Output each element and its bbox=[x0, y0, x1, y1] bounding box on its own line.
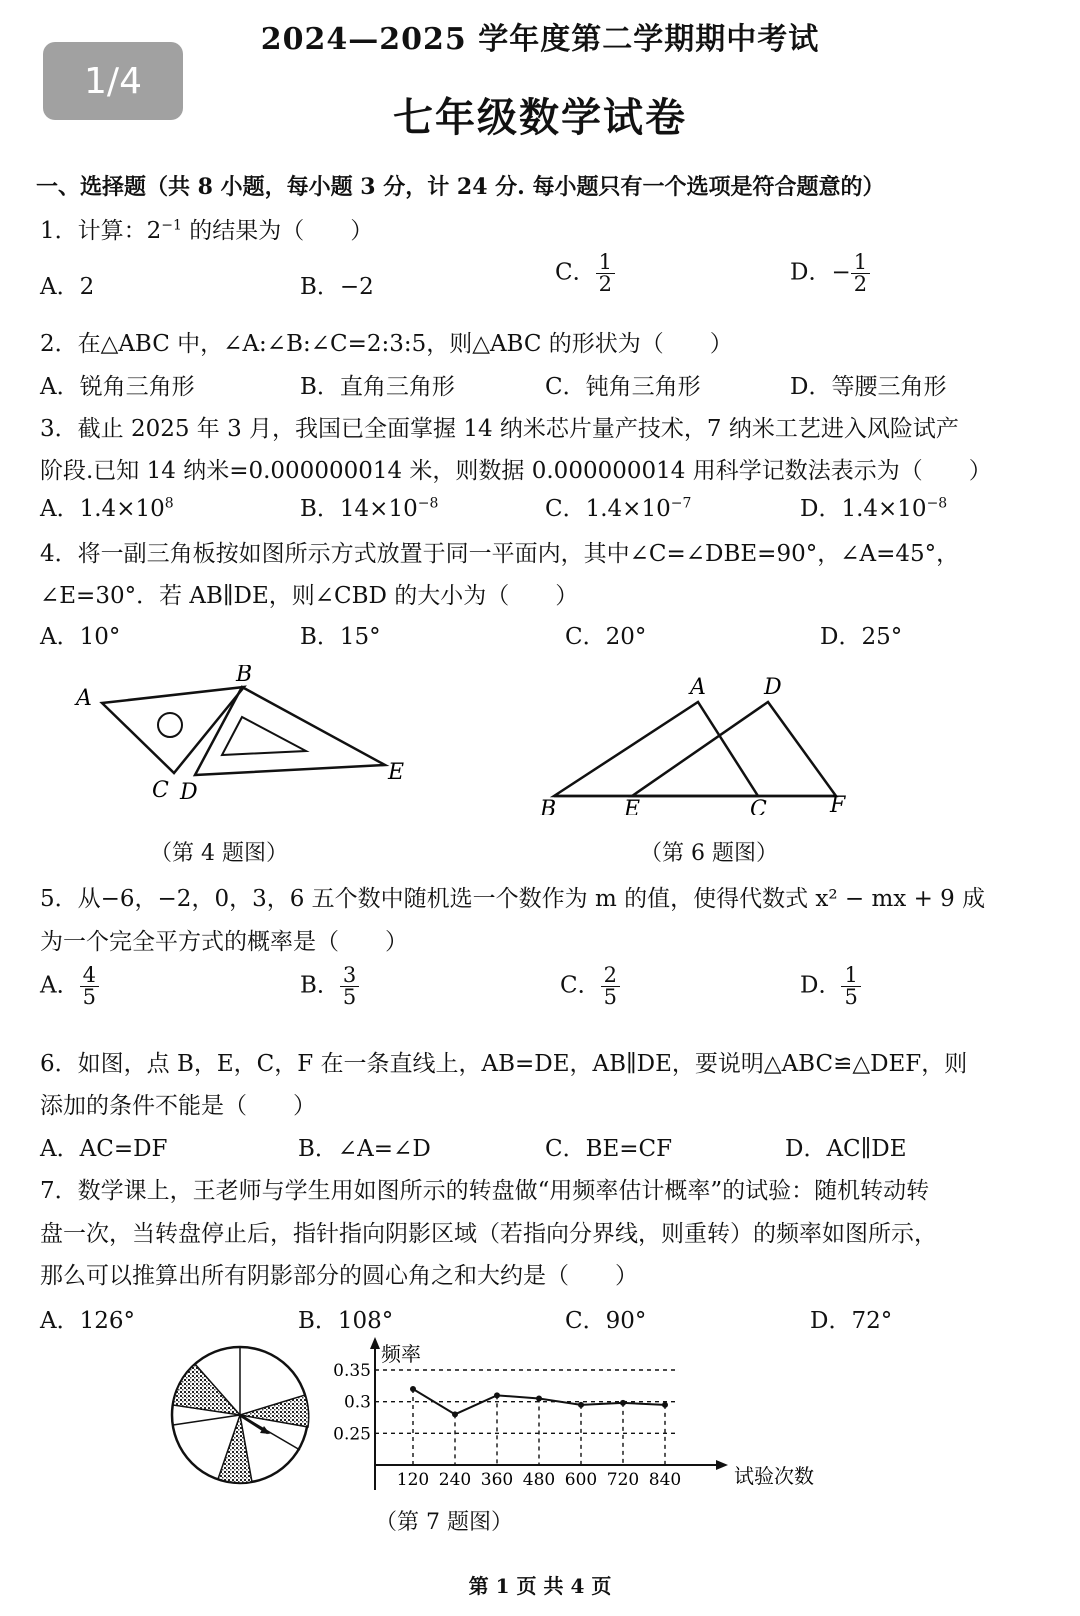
data-point bbox=[536, 1396, 542, 1402]
q6-option-d: D．AC∥DE bbox=[785, 1136, 907, 1162]
fig4-label-e: E bbox=[388, 760, 405, 785]
fig4-label-d: D bbox=[180, 780, 198, 805]
page-footer: 第 1 页 共 4 页 bbox=[468, 1574, 612, 1598]
data-point bbox=[578, 1402, 584, 1408]
q6-option-a: A．AC=DF bbox=[40, 1136, 168, 1162]
q7-option-b: B．108° bbox=[298, 1308, 394, 1334]
question-4-stem-line1: 4．将一副三角板按如图所示方式放置于同一平面内，其中∠C=∠DBE=90°，∠A=45°， bbox=[40, 541, 960, 567]
question-2-stem: 2．在△ABC 中，∠A:∠B:∠C=2:3:5，则△ABC 的形状为（ ） bbox=[40, 331, 733, 357]
fig6-label-b: B bbox=[540, 797, 557, 815]
grid-layer bbox=[375, 1370, 679, 1465]
q4-option-d: D．25° bbox=[820, 624, 903, 650]
q7-option-d: D．72° bbox=[810, 1308, 893, 1334]
page-indicator-badge: 1/4 bbox=[43, 42, 183, 120]
x-axis-arrow-icon bbox=[716, 1460, 728, 1470]
data-point bbox=[410, 1386, 416, 1392]
q6-option-b: B．∠A=∠D bbox=[298, 1136, 431, 1162]
frequency-line-chart bbox=[330, 1335, 820, 1500]
figure-4-caption: （第 4 题图） bbox=[150, 841, 288, 866]
q7-option-c: C．90° bbox=[565, 1308, 647, 1334]
question-5-stem-line2: 为一个完全平方式的概率是（ ） bbox=[40, 929, 408, 955]
q3-option-d: D．$1.4\times 10^{-8}$ bbox=[800, 495, 948, 522]
q4-option-b: B．15° bbox=[300, 624, 381, 650]
q6-option-c: C．BE=CF bbox=[545, 1136, 673, 1162]
figure-7-caption: （第 7 题图） bbox=[375, 1510, 513, 1535]
q5-option-a: A． $\frac{4}{5}$ bbox=[40, 965, 99, 1008]
triangle-hole-circle bbox=[158, 713, 182, 737]
y-axis-arrow-icon bbox=[370, 1337, 380, 1349]
fig4-label-a: A bbox=[76, 686, 92, 711]
x-tick-label: 480 bbox=[522, 1470, 556, 1490]
fig4-label-c: C bbox=[152, 778, 169, 803]
x-tick-label: 120 bbox=[396, 1470, 430, 1490]
triangle-inner-cutout bbox=[222, 717, 306, 755]
fig6-label-e: E bbox=[624, 797, 641, 815]
exam-title: 2024—2025 学年度第二学期期中考试 bbox=[260, 22, 820, 57]
q2-option-a: A．锐角三角形 bbox=[40, 374, 195, 400]
section-heading: 一、选择题（共 8 小题，每小题 3 分，计 24 分. 每小题只有一个选项是符合题意的） bbox=[36, 174, 885, 200]
data-point bbox=[452, 1411, 458, 1417]
question-1-stem: 1．计算：$2^{-1}$ 的结果为（ ） bbox=[40, 217, 374, 244]
question-6-stem-line2: 添加的条件不能是（ ） bbox=[40, 1093, 316, 1119]
x-tick-label: 360 bbox=[480, 1470, 514, 1490]
data-point bbox=[494, 1392, 500, 1398]
fig6-label-d: D bbox=[764, 675, 782, 700]
figure-4-diagram bbox=[60, 665, 420, 805]
x-tick-label: 240 bbox=[438, 1470, 472, 1490]
q3-option-a: A．$1.4\times 10^8$ bbox=[40, 495, 174, 522]
x-tick-label: 840 bbox=[648, 1470, 682, 1490]
q1-option-d: D．− $\frac{1}{2}$ bbox=[790, 252, 870, 295]
question-5-stem-line1: 5．从−6，−2，0，3，6 五个数中随机选一个数作为 m 的值，使得代数式 x² − mx + 9 成 bbox=[40, 886, 986, 912]
q1-option-b: B．−2 bbox=[300, 274, 374, 300]
fig6-label-c: C bbox=[750, 797, 767, 815]
exam-subtitle: 七年级数学试卷 bbox=[393, 94, 687, 141]
q2-option-d: D．等腰三角形 bbox=[790, 374, 947, 400]
question-7-stem-line1: 7．数学课上，王老师与学生用如图所示的转盘做“用频率估计概率”的试验：随机转动转 bbox=[40, 1178, 930, 1204]
q4-option-a: A．10° bbox=[40, 624, 121, 650]
q1-option-a: A．2 bbox=[40, 274, 95, 300]
fig4-label-b: B bbox=[236, 665, 253, 687]
q3-option-b: B．$14\times 10^{-8}$ bbox=[300, 495, 439, 522]
fig6-label-f: F bbox=[830, 793, 846, 815]
y-tick-label: 0.3 bbox=[343, 1392, 371, 1413]
spinner-wheel bbox=[160, 1335, 320, 1495]
question-6-stem-line1: 6．如图，点 B，E，C，F 在一条直线上，AB=DE，AB∥DE，要说明△ABC≌△DEF，则 bbox=[40, 1051, 968, 1077]
q5-option-b: B． $\frac{3}{5}$ bbox=[300, 965, 359, 1008]
x-tick-label: 600 bbox=[564, 1470, 598, 1490]
triangle-abc bbox=[554, 702, 758, 796]
y-tick-label: 0.25 bbox=[333, 1424, 371, 1445]
q2-option-b: B．直角三角形 bbox=[300, 374, 455, 400]
question-4-stem-line2: ∠E=30°．若 AB∥DE，则∠CBD 的大小为（ ） bbox=[40, 583, 579, 609]
y-axis-label: 频率 bbox=[381, 1342, 421, 1366]
triangle-def bbox=[632, 702, 836, 796]
question-3-stem-line1: 3．截止 2025 年 3 月，我国已全面掌握 14 纳米芯片量产技术，7 纳米工艺进入风险试产 bbox=[40, 416, 959, 442]
triangle-45-45 bbox=[102, 687, 244, 773]
data-point bbox=[662, 1402, 668, 1408]
question-3-stem-line2: 阶段.已知 14 纳米=0.000000014 米，则数据 0.000000014 用科学记数法表示为（ ） bbox=[40, 458, 992, 484]
data-point bbox=[620, 1400, 626, 1406]
figure-6-diagram bbox=[540, 670, 860, 815]
q5-option-c: C． $\frac{2}{5}$ bbox=[560, 965, 620, 1008]
q4-option-c: C．20° bbox=[565, 624, 647, 650]
q3-option-c: C．$1.4\times 10^{-7}$ bbox=[545, 495, 692, 522]
y-tick-labels bbox=[333, 1361, 371, 1444]
fig6-label-a: A bbox=[690, 675, 706, 700]
x-axis-label: 试验次数 bbox=[734, 1464, 814, 1488]
question-7-stem-line2: 盘一次，当转盘停止后，指针指向阴影区域（若指向分界线，则重转）的频率如图所示， bbox=[40, 1221, 937, 1247]
triangle-30-60 bbox=[195, 687, 385, 775]
figure-6-caption: （第 6 题图） bbox=[640, 841, 778, 866]
x-tick-label: 720 bbox=[606, 1470, 640, 1490]
q2-option-c: C．钝角三角形 bbox=[545, 374, 701, 400]
q1-option-c: C． $\frac{1}{2}$ bbox=[555, 252, 615, 295]
question-7-stem-line3: 那么可以推算出所有阴影部分的圆心角之和大约是（ ） bbox=[40, 1263, 638, 1289]
y-tick-label: 0.35 bbox=[333, 1361, 371, 1381]
q5-option-d: D． $\frac{1}{5}$ bbox=[800, 965, 861, 1008]
q7-option-a: A．126° bbox=[40, 1308, 136, 1334]
x-tick-labels bbox=[397, 1470, 681, 1490]
